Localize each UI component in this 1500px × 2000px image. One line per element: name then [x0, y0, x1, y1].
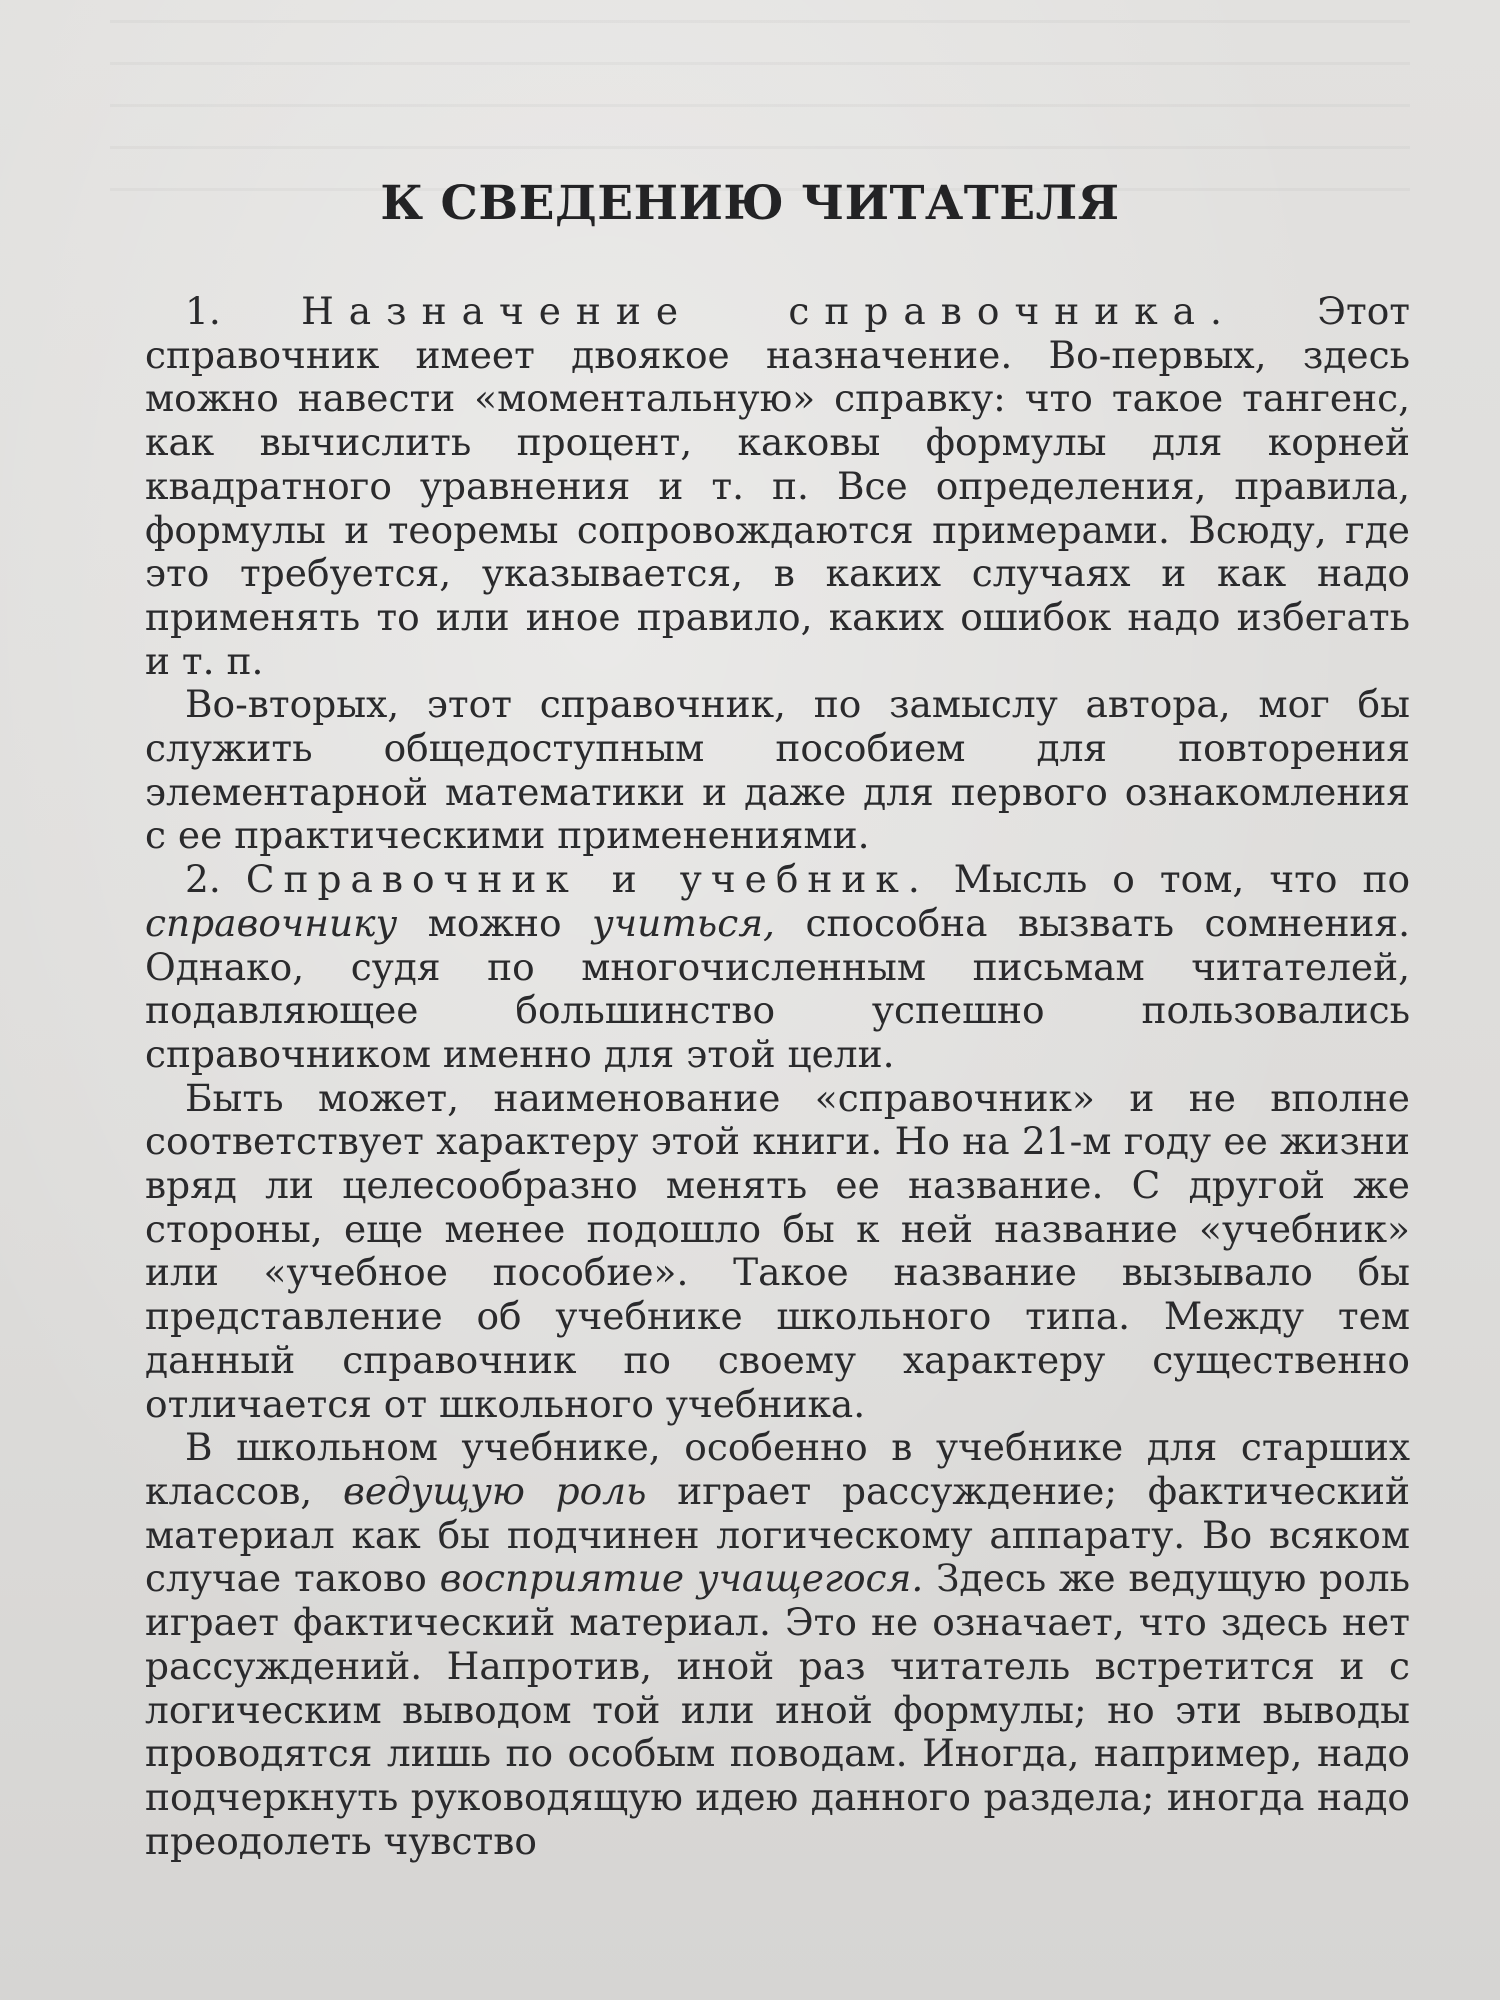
paragraph-text: В школьном учебнике, особенно в учебнике для старших классов,	[145, 1425, 1410, 1513]
italic-text: ведущую роль	[343, 1468, 647, 1513]
paragraph-text: Быть может, наименование «справочник» и не вполне соответствует характеру этой книги. Но на 21-м году ее жизни вряд ли целесообразно менять ее название. С другой же стороны, еще менее подошло бы к ней название «учебник» или «учебное пособие». Такое название вызывало бы представление об учебнике школьного типа. Между тем данный справочник по своему характеру существенно отличается от школьного учебника.	[145, 1075, 1410, 1426]
italic-text: справочнику	[145, 900, 398, 945]
paragraph-text: можно	[427, 900, 562, 945]
italic-text: восприятие учащегося.	[439, 1556, 924, 1601]
paragraph-secondly	[145, 683, 1410, 858]
section-heading-handbook: Справочник и учебник.	[245, 857, 929, 902]
italic-text: учиться,	[592, 900, 775, 945]
page-title: К СВЕДЕНИЮ ЧИТАТЕЛЯ	[380, 176, 1120, 231]
paragraph-purpose	[145, 290, 1410, 683]
paragraph-text: Мысль о том, что по	[953, 857, 1411, 902]
section-heading-purpose: Назначение справочника.	[301, 289, 1237, 333]
paragraph-naming	[145, 1077, 1410, 1427]
paragraph-text: Здесь же ведущую роль играет фактический материал. Это не означает, что здесь нет рассуждений. Напротив, иной раз читатель встретится и с логическим выводом той или иной формулы; но эти выводы проводятся лишь по особым поводам. Иногда, например, надо подчеркнуть руководящую идею данного раздела; иногда надо преодолеть чувство	[145, 1556, 1411, 1863]
section-number: 2.	[185, 857, 221, 902]
paragraph-text: Во-вторых, этот справочник, по замыслу автора, мог бы служить общедоступным пособием для повторения элементарной математики и даже для первого ознакомления с ее практическими применениями.	[145, 682, 1410, 858]
paragraph-text: способна вызвать сомнения. Однако, судя по многочисленным письмам читателей, подавляющее большинство успешно пользовались справочником именно для этой цели.	[145, 900, 1411, 1076]
section-number: 1.	[185, 289, 221, 333]
body-text	[145, 290, 1410, 1863]
paragraph-text: Этот справочник имеет двоякое назначение. Во-первых, здесь можно навести «моментальную» справку: что такое тангенс, как вычислить процент, каковы формулы для корней квадратного уравнения и т. п. Все определения, правила, формулы и теоремы сопровождаются примерами. Всюду, где это требуется, указывается, в каких случаях и как надо применять то или иное правило, каких ошибок надо избегать и т. п.	[145, 289, 1411, 683]
paragraph-text: играет рассуждение; фактический материал как бы подчинен логическому аппарату. Во всяком случае таково	[145, 1468, 1411, 1601]
paragraph-school-textbook	[145, 1426, 1410, 1863]
paragraph-handbook-and-textbook	[145, 858, 1410, 1077]
